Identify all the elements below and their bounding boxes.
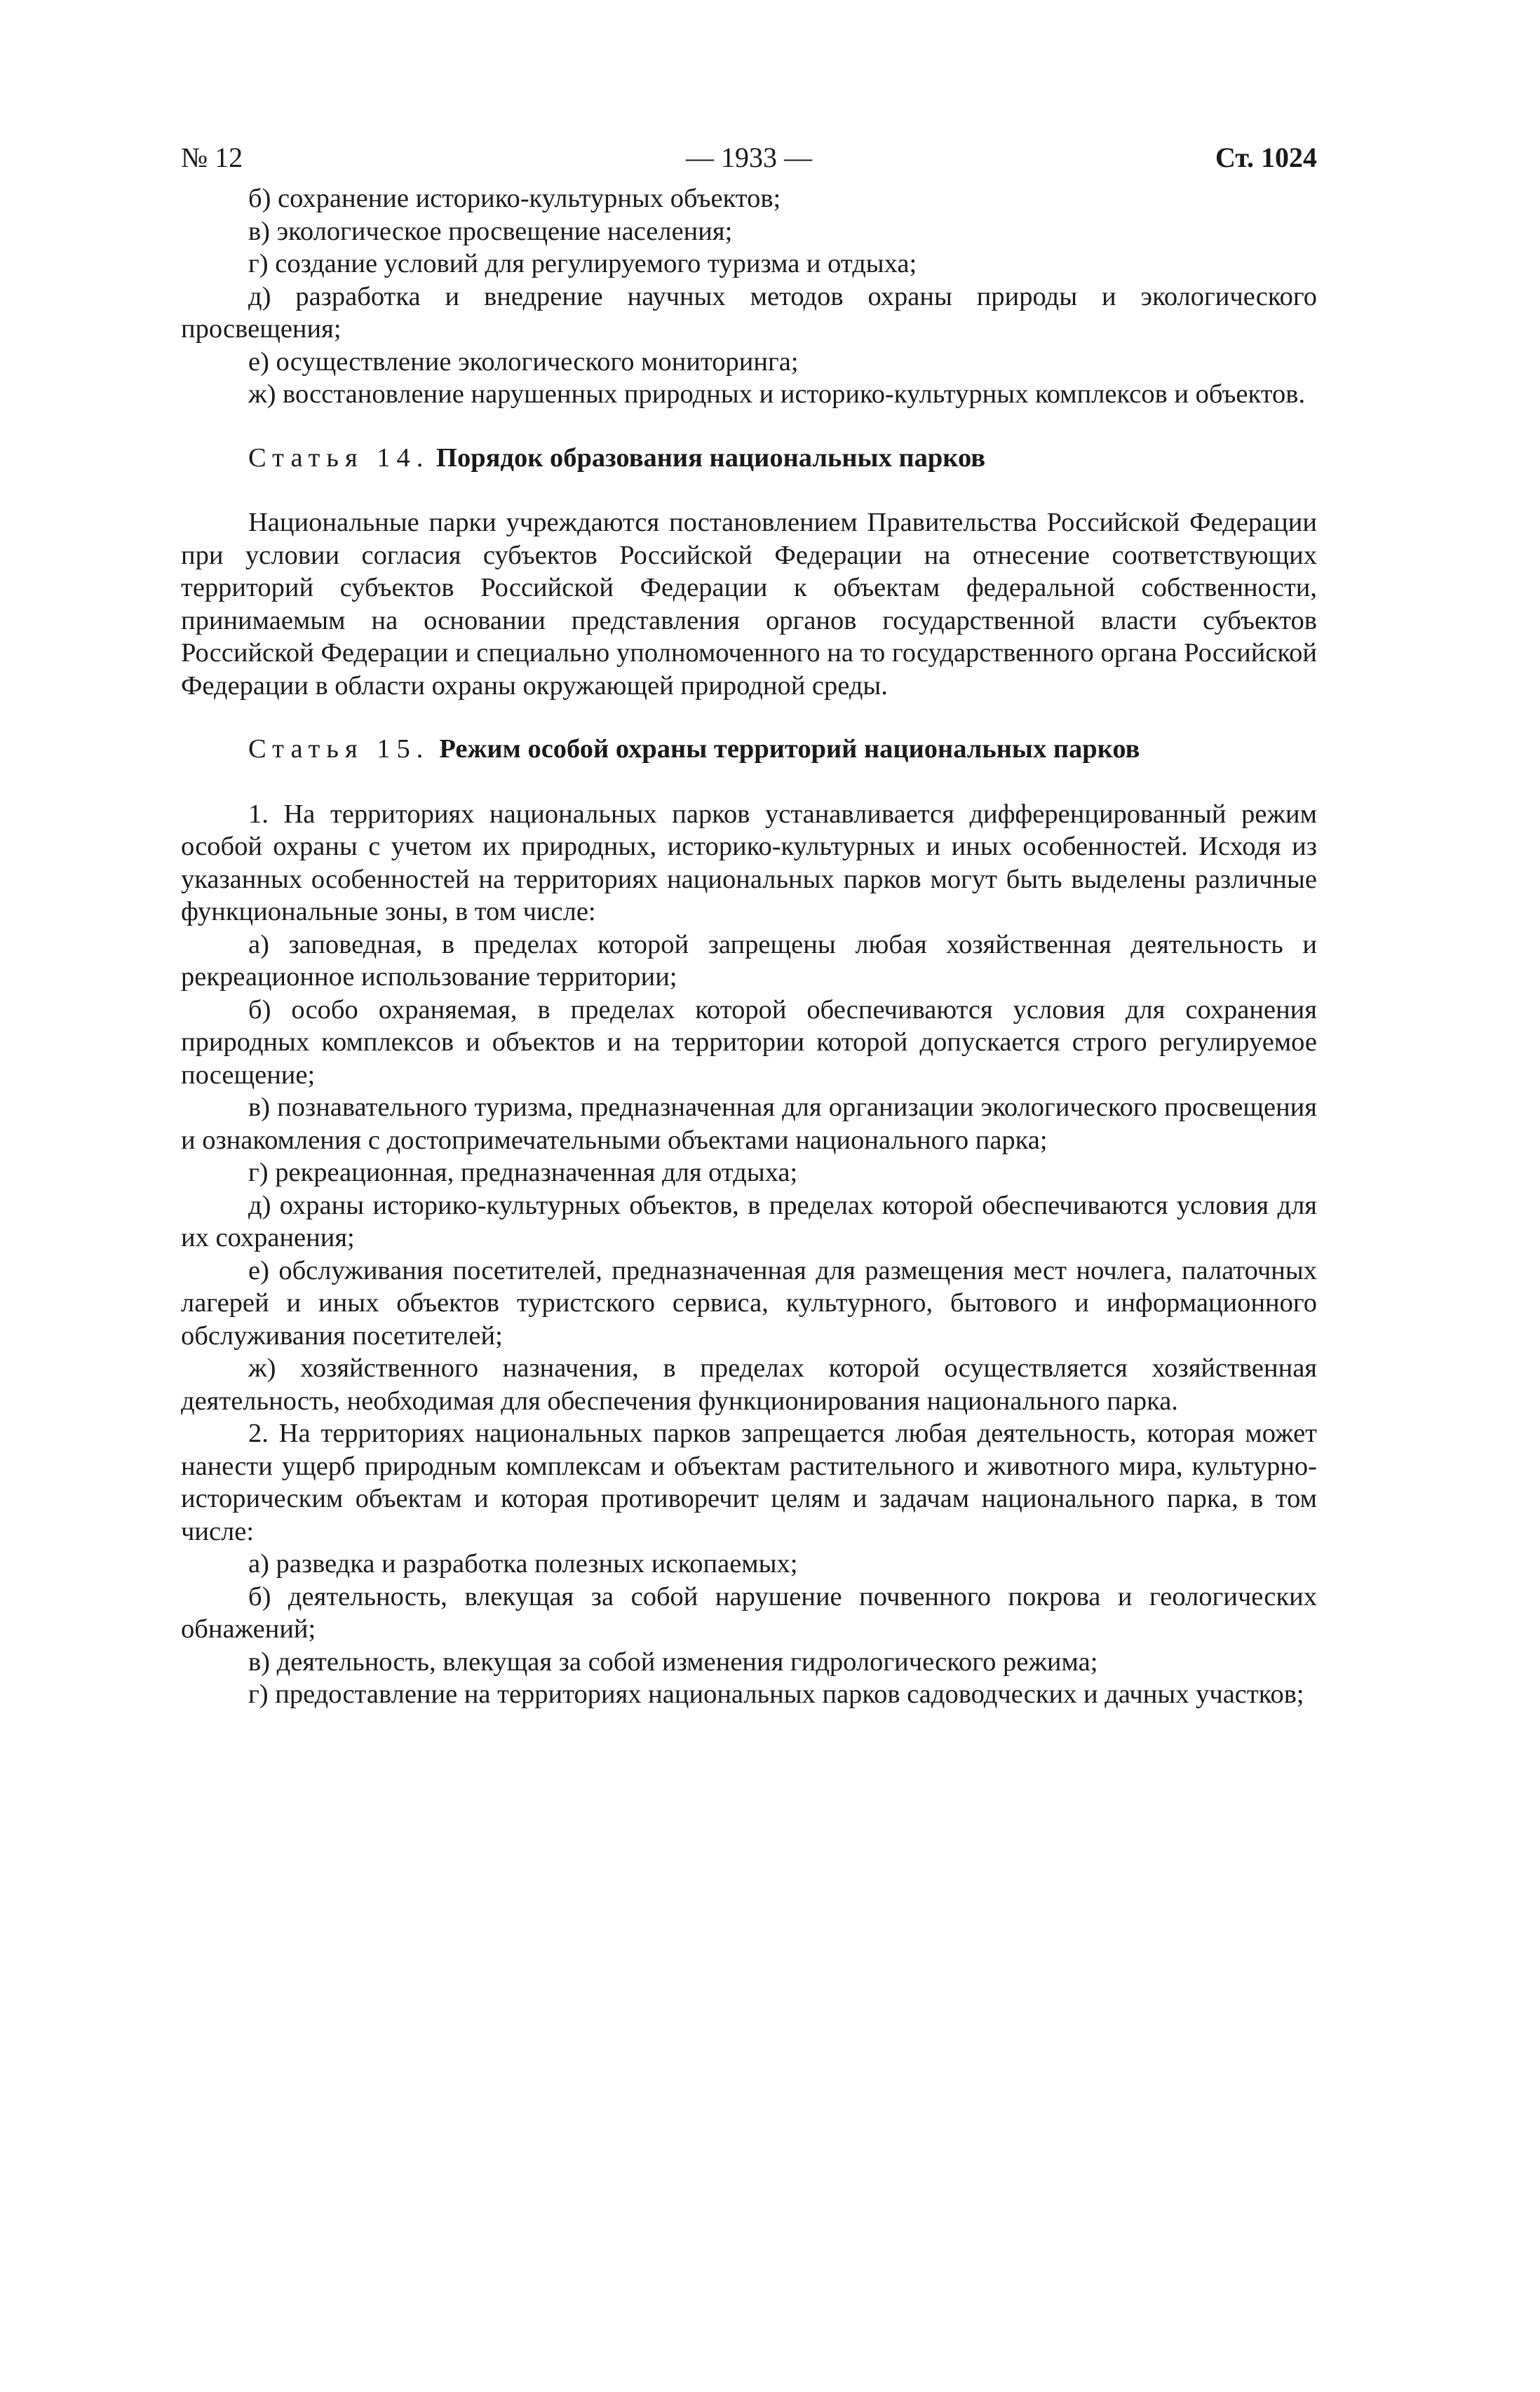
article-14-text: Национальные парки учреждаются постановлением Правительства Российской Федерации при условии согласия субъектов Российской Федерации на отнесение соответствующих территорий субъектов Российской Федерации к объектам федеральной собственности, принимаемым на основании представления органов государственной власти субъектов Российской Федерации и специально уполномоченного на то государственного органа Российской Федерации в области охраны окружающей природной среды. — [181, 508, 1317, 701]
list-item: а) разведка и разработка полезных ископаемых; — [248, 1549, 798, 1579]
prohibited-list — [181, 1548, 1317, 1711]
list-item: д) охраны историко-культурных объектов, в пределах которой обеспечиваются условия для их сохранения; — [181, 1190, 1317, 1252]
list-item: г) предоставление на территориях национальных парков садоводческих и дачных участков; — [248, 1680, 1304, 1709]
list-item: б) сохранение историко-культурных объектов; — [248, 184, 781, 213]
document-body — [181, 182, 1317, 1711]
list-item: в) экологическое просвещение населения; — [248, 216, 733, 246]
list-top — [181, 182, 1317, 411]
list-item: г) создание условий для регулируемого туризма и отдыха; — [248, 249, 917, 278]
list-item: ж) хозяйственного назначения, в пределах которой осуществляется хозяйственная деятельность, необходимая для обеспечения функционирования национального парка. — [181, 1353, 1317, 1416]
page-number: — 1933 — — [686, 142, 812, 173]
list-item: б) деятельность, влекущая за собой нарушение почвенного покрова и геологических обнажений; — [181, 1581, 1317, 1644]
list-item: в) деятельность, влекущая за собой изменения гидрологического режима; — [248, 1647, 1098, 1677]
list-item: а) заповедная, в пределах которой запрещены любая хозяйственная деятельность и рекреационное использование территории; — [181, 929, 1317, 992]
article-15-point-1: 1. На территориях национальных парков устанавливается дифференцированный режим особой охраны с учетом их природных, историко-культурных и иных особенностей. Исходя из указанных особенностей на территориях национальных парков могут быть выделены различные функциональные зоны, в том числе: — [181, 799, 1317, 926]
page-header — [181, 133, 1317, 182]
article-15-point-2: 2. На территориях национальных парков запрещается любая деятельность, которая может нанести ущерб природным комплексам и объектам растительного и животного мира, культурно-историческим объектам и которая противоречит целям и задачам национального парка, в том числе: — [181, 1419, 1317, 1546]
issue-number: № 12 — [181, 142, 243, 173]
article-14-label: Статья 14. — [248, 442, 430, 473]
list-item: в) познавательного туризма, предназначенная для организации экологического просвещения и ознакомления с достопримечательными объектами национального парка; — [181, 1093, 1317, 1155]
list-item: е) обслуживания посетителей, предназначенная для размещения мест ночлега, палаточных лагерей и иных объектов туристского сервиса, культурного, бытового и информационного обслуживания посетителей; — [181, 1255, 1317, 1351]
document-page — [181, 133, 1317, 1711]
article-15-title: Режим особой охраны территорий национальных парков — [439, 734, 1140, 764]
zones-list — [181, 928, 1317, 1418]
list-item: е) осуществление экологического мониторинга; — [248, 346, 799, 377]
article-14-title: Порядок образования национальных парков — [436, 442, 986, 473]
article-15-label: Статья 15. — [248, 734, 430, 764]
article-reference: Ст. 1024 — [1215, 142, 1317, 173]
list-item: ж) восстановление нарушенных природных и историко-культурных комплексов и объектов. — [248, 379, 1306, 409]
article-14-heading — [181, 442, 1317, 475]
list-item: д) разработка и внедрение научных методов охраны природы и экологического просвещения; — [181, 281, 1317, 344]
article-15-heading — [181, 733, 1317, 766]
list-item: г) рекреационная, предназначенная для отдыха; — [248, 1158, 798, 1187]
list-item: б) особо охраняемая, в пределах которой обеспечиваются условия для сохранения природных комплексов и объектов и на территории которой допускается строго регулируемое посещение; — [181, 994, 1317, 1090]
